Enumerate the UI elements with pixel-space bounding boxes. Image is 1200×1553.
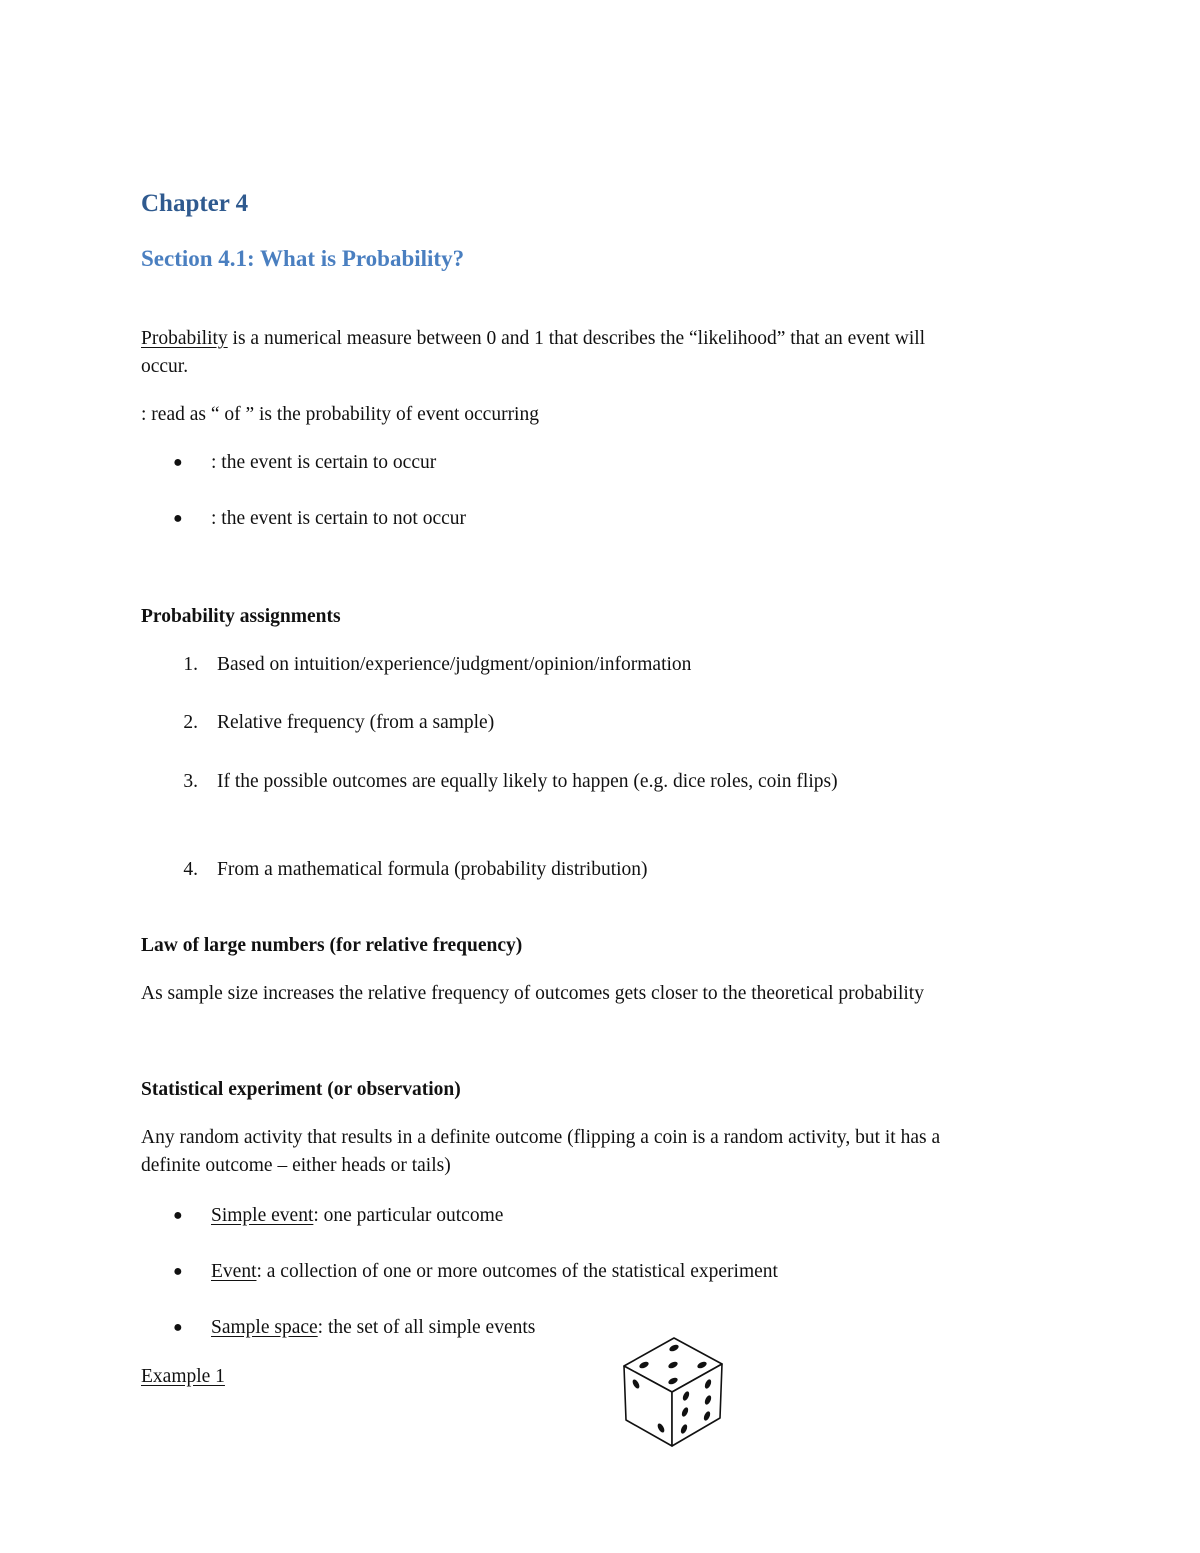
law-text: As sample size increases the relative frequency of outcomes gets closer to the theoretical probability [141,983,924,1004]
certain-occur-item: : the event is certain to occur [211,452,437,473]
assignment-item-1: Based on intuition/experience/judgment/opinion/information [217,654,692,675]
bullet-icon: ● [173,510,183,527]
sample-space-def: : the set of all simple events [317,1317,536,1338]
simple-event-item [211,1202,503,1230]
probability-term: Probability [141,328,228,349]
simple-event-def: : one particular outcome [313,1205,504,1226]
law-heading: Law of large numbers (for relative frequency) [141,935,523,956]
dice-icon [620,1334,726,1448]
bullet-icon: ● [173,1207,183,1224]
event-item [211,1258,778,1286]
list-number: 3. [183,771,198,792]
bullet-icon: ● [173,1319,183,1336]
assignment-item-4: From a mathematical formula (probability distribution) [217,859,648,880]
list-number: 1. [183,654,198,675]
assignment-item-2: Relative frequency (from a sample) [217,712,495,733]
list-number: 2. [183,712,198,733]
list-number: 4. [183,859,198,880]
assignments-heading: Probability assignments [141,606,341,627]
section-title: Section 4.1: What is Probability? [141,246,465,271]
sample-space-term: Sample space [211,1317,318,1338]
example-label: Example 1 [141,1366,225,1387]
bullet-icon: ● [173,1263,183,1280]
assignment-item-3: If the possible outcomes are equally likely to happen (e.g. dice roles, coin flips) [217,771,838,792]
probability-definition [141,325,925,353]
certain-not-occur-item: : the event is certain to not occur [211,508,467,529]
read-as-line: : read as “ of ” is the probability of event occurring [141,404,539,425]
chapter-title: Chapter 4 [141,190,249,217]
experiment-text-line1: Any random activity that results in a definite outcome (flipping a coin is a random activity, but it has a [141,1127,941,1148]
sample-space-item [211,1314,535,1342]
experiment-heading: Statistical experiment (or observation) [141,1079,461,1100]
bullet-icon: ● [173,454,183,471]
probability-definition-text: is a numerical measure between 0 and 1 that describes the “likelihood” that an event will [227,328,926,349]
simple-event-term: Simple event [211,1205,314,1226]
event-term: Event [211,1261,257,1282]
experiment-text-line2: definite outcome – either heads or tails) [141,1155,451,1176]
event-def: : a collection of one or more outcomes of the statistical experiment [256,1261,778,1282]
probability-definition-line2: occur. [141,356,189,377]
